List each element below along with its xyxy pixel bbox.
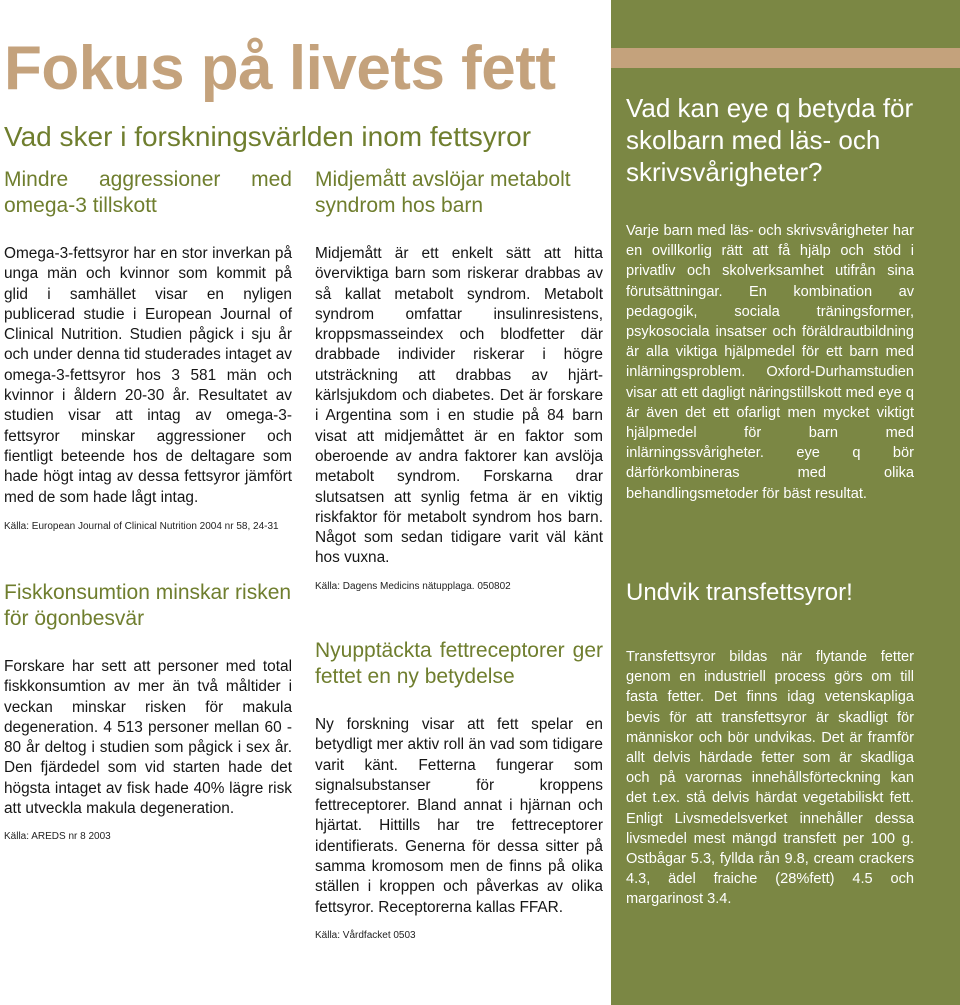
page-title: Fokus på livets fett [4,34,556,103]
article-receptors [315,638,603,941]
sidebar-heading-trans: Undvik transfettsyror! [626,579,853,606]
article-waist [315,167,603,592]
article-source: Källa: AREDS nr 8 2003 [4,831,111,843]
article-body: Forskare har sett att personer med total fiskkonsumtion av mer än två måltider i veckan minskar risken för makula degeneration. 4 513 personer mellan 60 - 80 år deltog i studien som pågick i sex år. Den fjärdedel som vid starten hade det högsta intaget av fisk hade 40% lägre risk att utveckla makula degeneration. [4,658,292,818]
article-fish [4,580,292,842]
article-heading: Nyupptäckta fettreceptorer ger fettet en ny betydelse [315,639,603,688]
article-body: Omega-3-fettsyror har en stor inverkan på unga män och kvinnor som kommit på glid i samhället visar en nyligen publicerad studie i European Journal of Clinical Nutrition. Studien pågick i sju år och under denna tid studerades intaget av omega-3-fettsyror hos 3 581 män och kvinnor i åldern 20-30 år. Resultatet av studien visar att intag av omega-3-fettsyror minskar aggressioner och fientligt beteende hos de deltagare som hade högt intag av dessa fettsyror jämfört med de som hade lågt intag. [4,245,292,506]
sidebar-panel [611,0,960,1005]
article-source: Källa: European Journal of Clinical Nutrition 2004 nr 58, 24-31 [4,520,279,532]
sidebar-body-trans: Transfettsyror bildas när flytande fetter genom en industriell process görs om till fasta fetter. Det finns idag vetenskapliga bevis för att transfettsyror är skadligt för människor och bör undvikas. Det är framför allt delvis härdade fetter som är skadliga och på varornas innehållsförteckning kan det t.ex. stå delvis härdat vegetabiliskt fett. Enligt Livsmedelsverket innehåller dessa livsmedel mest mängd transfett per 100 g. Ostbågar 5.3, fyllda rån 9.8, cream crackers 4.3, ädel fraiche (28%fett) 4.5 och margarinost 3.4. [626,649,914,908]
article-source: Källa: Vårdfacket 0503 [315,929,416,941]
article-body: Midjemått är ett enkelt sätt att hitta överviktiga barn som riskerar drabbas av så kallat metabolt syndrom. Metabolt syndrom omfattar insulinresistens, kroppsmasseindex och blodfetter där drabbade individer riskerar i högre utsträckning att drabbas av hjärt-kärlsjukdom och diabetes. Det är forskare i Argentina som i en studie på 84 barn visat att midjemåttet är en faktor som oberoende av andra faktorer kan avslöja metabolt syndrom. Forskarna drar slutsatsen att synlig fetma är en viktig riskfaktor för metabolt syndrom hos barn. Något som sedan tidigare varit väl känt hos vuxna. [315,245,603,567]
page-subtitle: Vad sker i forskningsvärlden inom fettsyror [4,121,532,152]
article-source: Källa: Dagens Medicins nätupplaga. 050802 [315,580,511,592]
article-omega3 [4,167,292,532]
article-heading: Fiskkonsumtion minskar risken för ögonbesvär [4,581,292,630]
sidebar-stripe [611,48,960,68]
sidebar-heading-eyeq: Vad kan eye q betyda för skolbarn med läs- och skrivsvårigheter? [626,93,914,187]
article-heading: Mindre aggressioner med omega-3 tillskott [4,168,292,217]
sidebar-body-eyeq: Varje barn med läs- och skrivsvårigheter har en ovillkorlig rätt att få hjälp och stöd i privatliv och skolverksamhet utifrån sina förutsättningar. En kombination av pedagogik, sociala träningsformer, psykosociala insatser och föräldrautbildning är alla viktiga hjälpmedel för ett barn med inlärningsproblem. Oxford-Durhamstudien visar att ett dagligt näringstillskott med eye q är även det ett ofarligt men mycket viktigt hjälpmedel för barn med inlärningssvårigheter. eye q bör därförkombineras med olika behandlingsmetoder för bäst resultat. [626,223,914,502]
article-body: Ny forskning visar att fett spelar en betydligt mer aktiv roll än vad som tidigare varit känt. Fetterna fungerar som signalsubstanser för kroppens fettreceptorer. Bland annat i hjärnan och hjärtat. Hittills har tre fettreceptorer identifierats. Generna för dessa sitter på samma kromosom men de finns på olika ställen i kroppen och påverkas av olika fettsyror. Receptorerna kallas FFAR. [315,716,603,916]
article-heading: Midjemått avslöjar metabolt syndrom hos barn [315,168,571,217]
